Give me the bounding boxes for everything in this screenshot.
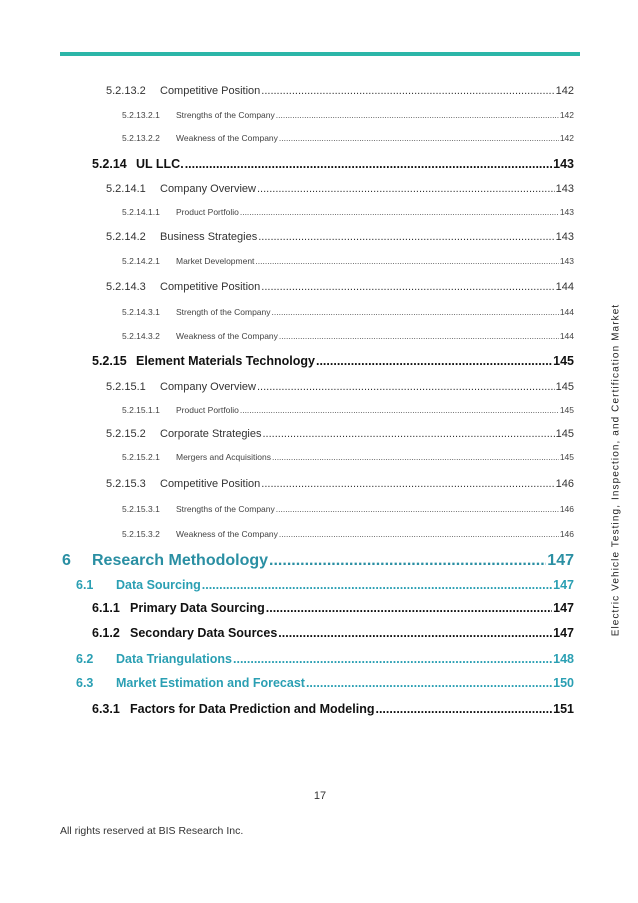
toc-entry[interactable] [122,405,574,415]
toc-entry-title: Business Strategies [160,231,258,243]
toc-entry-title: Mergers and Acquisitions [176,452,271,462]
toc-entry[interactable] [106,85,574,97]
toc-dot-leader [257,381,555,393]
toc-dot-leader [263,428,555,440]
toc-entry-title: Primary Data Sourcing [130,601,265,615]
toc-entry-title: Product Portfolio [176,405,239,415]
toc-entry[interactable] [122,307,574,317]
toc-dot-leader [278,626,552,640]
toc-dot-leader [261,85,554,97]
toc-entry[interactable] [122,452,574,462]
toc-entry-page: 145 [555,381,574,393]
toc-entry-title: Research Methodology [92,552,269,569]
toc-entry-page: 143 [555,231,574,243]
page-number: 17 [313,790,327,802]
toc-entry-page: 146 [555,478,574,490]
toc-entry-number: 5.2.14.1.1 [122,207,160,217]
toc-entry[interactable] [122,133,574,143]
toc-entry-number: 6.1.2 [92,626,120,640]
toc-dot-leader [266,601,552,615]
toc-entry-title: Data Triangulations [116,652,232,666]
toc-entry-title: Weakness of the Company [176,529,278,539]
toc-entry-title: Weakness of the Company [176,331,278,341]
toc-entry-title: Strength of the Company [176,307,271,317]
toc-entry-page: 143 [555,183,574,195]
toc-entry-page: 143 [559,256,574,266]
toc-entry[interactable] [76,652,574,666]
toc-entry-page: 148 [553,652,574,666]
toc-dot-leader [272,307,559,317]
toc-entry-page: 146 [559,529,574,539]
toc-entry-number: 6.2 [76,652,94,666]
toc-entry[interactable] [92,354,574,368]
toc-entry-title: Competitive Position [160,281,261,293]
toc-dot-leader [233,652,552,666]
toc-entry-title: Company Overview [160,183,256,195]
toc-entry-page: 145 [559,452,574,462]
toc-entry[interactable] [122,331,574,341]
toc-dot-leader [257,183,555,195]
toc-entry-number: 5.2.14 [92,157,127,171]
toc-entry-number: 6.1.1 [92,601,120,615]
toc-entry-number: 5.2.15.1 [106,381,146,393]
toc-dot-leader [202,578,552,592]
toc-entry-page: 147 [553,601,574,615]
toc-entry-page: 143 [553,157,574,171]
toc-entry[interactable] [122,256,574,266]
toc-entry-page: 145 [559,405,574,415]
toc-entry-title: Corporate Strategies [160,428,262,440]
toc-entry-page: 144 [555,281,574,293]
toc-dot-leader [279,331,559,341]
toc-entry-page: 147 [553,626,574,640]
toc-entry[interactable] [106,478,574,490]
toc-entry-page: 142 [559,110,574,120]
toc-entry-number: 6.1 [76,578,94,592]
toc-entry-number: 5.2.15.3 [106,478,146,490]
toc-entry-title: Competitive Position [160,478,261,490]
toc-entry-number: 5.2.15.2 [106,428,146,440]
toc-entry-page: 142 [555,85,574,97]
toc-entry-title: Strengths of the Company [176,110,275,120]
toc-dot-leader [276,504,559,514]
toc-entry-number: 5.2.13.2.1 [122,110,160,120]
toc-dot-leader [269,552,546,570]
toc-entry[interactable] [76,578,574,592]
toc-entry[interactable] [76,676,574,690]
toc-entry[interactable] [122,504,574,514]
toc-dot-leader [185,157,552,171]
toc-entry[interactable] [106,231,574,243]
toc-entry[interactable] [106,183,574,195]
toc-dot-leader [258,231,554,243]
toc-entry-number: 5.2.15 [92,354,127,368]
toc-dot-leader [279,529,559,539]
toc-entry-title: Competitive Position [160,85,261,97]
side-report-title: Electric Vehicle Testing, Inspection, and Certification Market [610,303,622,637]
toc-entry-title: Product Portfolio [176,207,239,217]
toc-dot-leader [261,281,554,293]
toc-entry[interactable] [92,626,574,640]
toc-entry-page: 151 [553,702,574,716]
toc-entry-title: Market Development [176,256,255,266]
toc-entry-page: 147 [553,578,574,592]
toc-entry-number: 6 [62,552,71,569]
footer-copyright: All rights reserved at BIS Research Inc. [60,825,244,837]
toc-entry-number: 5.2.14.2.1 [122,256,160,266]
toc-dot-leader [306,676,552,690]
toc-entry-page: 147 [547,552,574,569]
toc-entry-number: 5.2.15.1.1 [122,405,160,415]
toc-entry[interactable] [106,381,574,393]
toc-entry-page: 142 [559,133,574,143]
toc-entry-title: Data Sourcing [116,578,201,592]
toc-entry-page: 146 [559,504,574,514]
toc-entry-number: 6.3.1 [92,702,120,716]
toc-entry-number: 5.2.15.3.2 [122,529,160,539]
toc-dot-leader [279,133,559,143]
toc-entry-number: 5.2.15.3.1 [122,504,160,514]
toc-entry-number: 5.2.14.3.1 [122,307,160,317]
toc-entry[interactable] [106,428,574,440]
toc-entry-title: Market Estimation and Forecast [116,676,305,690]
toc-entry-title: Factors for Data Prediction and Modeling [130,702,375,716]
toc-entry-number: 5.2.14.3 [106,281,146,293]
toc-entry-number: 5.2.13.2.2 [122,133,160,143]
toc-entry-page: 150 [553,676,574,690]
toc-entry-page: 143 [559,207,574,217]
toc-entry-number: 6.3 [76,676,94,690]
toc-entry-number: 5.2.15.2.1 [122,452,160,462]
toc-entry[interactable] [92,601,574,615]
toc-entry-title: Weakness of the Company [176,133,278,143]
toc-entry[interactable] [62,552,574,570]
toc-entry[interactable] [122,110,574,120]
toc-entry-number: 5.2.14.1 [106,183,146,195]
toc-entry-page: 145 [555,428,574,440]
toc-entry[interactable] [92,157,574,171]
toc-dot-leader [375,702,552,716]
toc-dot-leader [316,354,552,368]
toc-entry-number: 5.2.13.2 [106,85,146,97]
toc-entry[interactable] [122,207,574,217]
toc-entry-title: Strengths of the Company [176,504,275,514]
toc-entry[interactable] [122,529,574,539]
toc-entry-title: Company Overview [160,381,256,393]
toc-entry-title: Secondary Data Sources [130,626,278,640]
toc-entry-title: Element Materials Technology [136,354,315,368]
toc-entry-number: 5.2.14.2 [106,231,146,243]
toc-dot-leader [240,207,559,217]
toc-dot-leader [255,256,558,266]
toc-dot-leader [272,452,559,462]
toc-dot-leader [276,110,559,120]
toc-dot-leader [261,478,554,490]
toc-entry-page: 145 [553,354,574,368]
toc-entry-title: UL LLC. [136,157,184,171]
toc-entry-page: 144 [559,331,574,341]
toc-entry-number: 5.2.14.3.2 [122,331,160,341]
toc-dot-leader [240,405,559,415]
toc-entry[interactable] [92,702,574,716]
toc-entry-page: 144 [559,307,574,317]
toc-entry[interactable] [106,281,574,293]
